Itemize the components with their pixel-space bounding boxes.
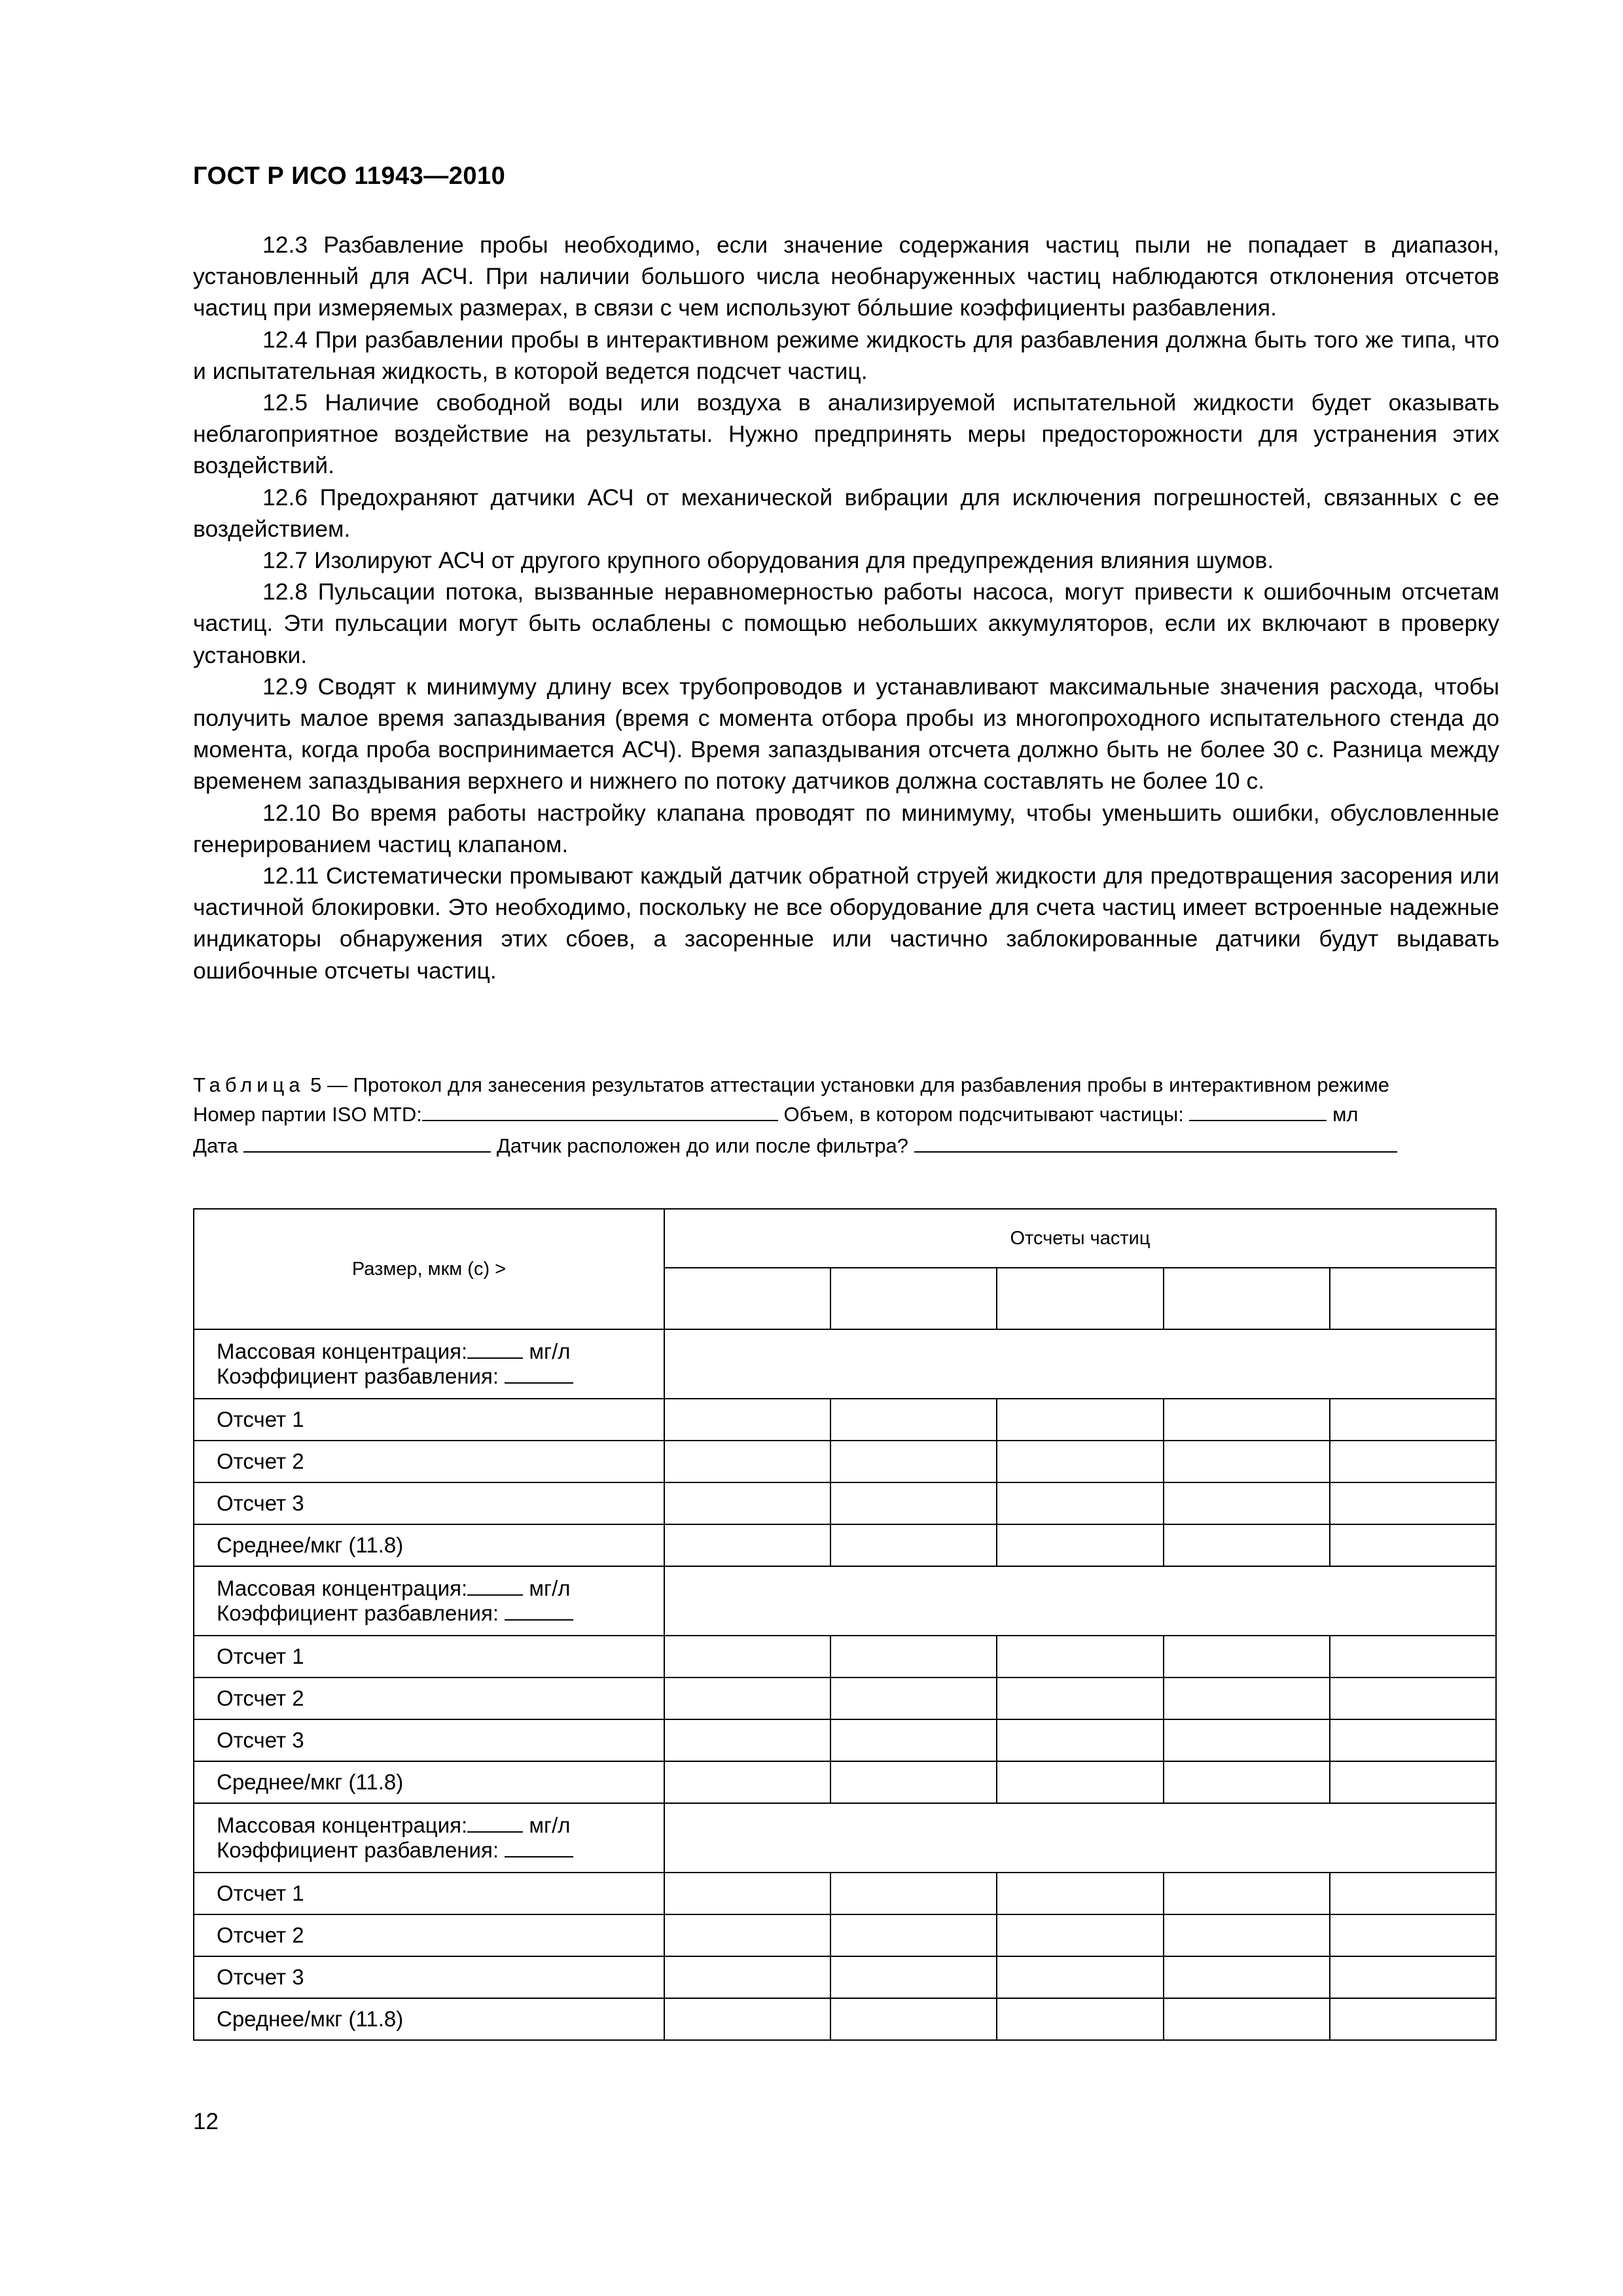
count-cell[interactable] [830,1998,997,2040]
count-cell[interactable] [997,1719,1163,1761]
table-row [194,1524,1496,1566]
count-cell[interactable] [830,1399,997,1441]
count-cell[interactable] [1330,1914,1496,1956]
paragraph-12-8: 12.8 Пульсации потока, вызванные неравномерностью работы насоса, могут привести к ошибочным отсчетам частиц. Эти пульсации могут быть ослаблены с помощью небольших аккумуляторов, если их включают в проверку установки. [193,579,1499,668]
row-label: Отсчет 3 [194,1956,664,1998]
row-label: Отсчет 3 [194,1719,664,1761]
size-cell[interactable] [1330,1268,1496,1329]
table-row [194,1956,1496,1998]
group-header-cell [194,1803,664,1873]
size-cell[interactable] [1164,1268,1330,1329]
body-text [193,229,1499,986]
count-cell[interactable] [830,1482,997,1524]
mass-unit: мг/л [529,1339,571,1363]
count-cell[interactable] [1330,1636,1496,1677]
count-cell[interactable] [1164,1956,1330,1998]
dilution-factor-field[interactable] [505,1602,573,1621]
count-cell[interactable] [1330,1677,1496,1719]
batch-number-field[interactable] [422,1100,778,1121]
count-cell[interactable] [997,1677,1163,1719]
volume-unit: мл [1332,1103,1359,1126]
size-header: Размер, мкм (c) > [351,1258,507,1280]
count-cell[interactable] [830,1914,997,1956]
row-label: Отсчет 1 [194,1873,664,1914]
document-header: ГОСТ Р ИСО 11943—2010 [193,162,506,190]
table-row [194,1677,1496,1719]
count-cell[interactable] [664,1399,830,1441]
mass-concentration-field[interactable] [467,1814,523,1833]
group-header-cell [194,1329,664,1399]
count-cell[interactable] [830,1677,997,1719]
paragraph-12-3: 12.3 Разбавление пробы необходимо, если значение содержания частиц пыли не попадает в диапазон, установленный для АСЧ. При наличии большого числа необнаруженных частиц наблюдаются отклонения отсчетов частиц при измеряемых размерах, в связи с чем используют бóльшие коэффициенты разбавления. [193,232,1499,321]
mass-concentration-label: Массовая концентрация: [217,1813,468,1837]
count-cell[interactable] [1330,1873,1496,1914]
count-cell[interactable] [664,1956,830,1998]
table-caption-prefix: Таблица [193,1073,305,1096]
count-cell[interactable] [997,1873,1163,1914]
count-cell[interactable] [997,1441,1163,1482]
table-row [194,1441,1496,1482]
sensor-position-label: Датчик расположен до или после фильтра? [496,1134,908,1157]
paragraph-12-9: 12.9 Сводят к минимуму длину всех трубопроводов и устанавливают максимальные значения расхода, чтобы получить малое время запаздывания (время с момента отбора пробы из многопроходного испытательного стенда до момента, когда проба воспринимается АСЧ). Время запаздывания отсчета должно быть не более 30 с. Разница между временем запаздывания верхнего и нижнего по потоку датчиков должна составлять не более 10 с. [193,673,1499,795]
count-cell[interactable] [830,1441,997,1482]
group-empty-cell [664,1803,1496,1873]
row-label: Среднее/мкг (11.8) [194,1998,664,2040]
dilution-factor-field[interactable] [505,1365,573,1384]
volume-field[interactable] [1189,1100,1327,1121]
particle-counts-header: Отсчеты частиц [664,1209,1496,1268]
count-cell[interactable] [1164,1914,1330,1956]
paragraph-12-10: 12.10 Во время работы настройку клапана проводят по минимуму, чтобы уменьшить ошибки, обусловленные генерированием частиц клапаном. [193,799,1499,857]
table-row [194,1914,1496,1956]
group-header-row [194,1803,1496,1873]
count-cell[interactable] [1164,1677,1330,1719]
table-row [194,1399,1496,1441]
table-caption [193,1071,1499,1162]
dilution-factor-label: Коэффициент разбавления: [217,1601,499,1625]
count-cell[interactable] [1330,1441,1496,1482]
count-cell[interactable] [1164,1524,1330,1566]
count-cell[interactable] [1330,1719,1496,1761]
count-cell[interactable] [997,1998,1163,2040]
count-cell[interactable] [997,1399,1163,1441]
group-header-cell [194,1566,664,1636]
page-number: 12 [193,2109,219,2134]
dilution-factor-field[interactable] [505,1839,573,1857]
table-row [194,1719,1496,1761]
count-cell[interactable] [830,1956,997,1998]
batch-number-label: Номер партии ISO MTD: [193,1103,422,1126]
count-cell[interactable] [664,1719,830,1761]
count-cell[interactable] [997,1761,1163,1803]
table-caption-text: 5 — Протокол для занесения результатов аттестации установки для разбавления пробы в интерактивном режиме [304,1073,1390,1096]
count-cell[interactable] [1330,1956,1496,1998]
table-row [194,1636,1496,1677]
paragraph-12-7: 12.7 Изолируют АСЧ от другого крупного оборудования для предупреждения влияния шумов. [262,547,1274,574]
count-cell[interactable] [997,1956,1163,1998]
count-cell[interactable] [1164,1636,1330,1677]
count-cell[interactable] [1164,1873,1330,1914]
row-label: Отсчет 2 [194,1441,664,1482]
mass-concentration-field[interactable] [467,1340,523,1359]
table-row [194,1482,1496,1524]
date-field[interactable] [243,1132,491,1153]
group-header-row [194,1329,1496,1399]
mass-concentration-label: Массовая концентрация: [217,1339,468,1363]
mass-concentration-field[interactable] [467,1577,523,1596]
count-cell[interactable] [664,1524,830,1566]
row-label: Отсчет 3 [194,1482,664,1524]
count-cell[interactable] [664,1636,830,1677]
dilution-factor-label: Коэффициент разбавления: [217,1364,499,1388]
row-label: Отсчет 1 [194,1399,664,1441]
count-cell[interactable] [830,1761,997,1803]
count-cell[interactable] [1330,1761,1496,1803]
row-label: Отсчет 1 [194,1636,664,1677]
batch-volume-line [193,1099,1499,1130]
count-cell[interactable] [1330,1998,1496,2040]
mass-unit: мг/л [529,1813,571,1837]
dilution-factor-label: Коэффициент разбавления: [217,1838,499,1862]
date-sensor-line [193,1130,1499,1162]
sensor-position-field[interactable] [914,1132,1397,1153]
count-cell[interactable] [830,1524,997,1566]
count-cell[interactable] [997,1524,1163,1566]
volume-label: Объем, в котором подсчитывают частицы: [783,1103,1184,1126]
count-cell[interactable] [997,1482,1163,1524]
count-cell[interactable] [1164,1482,1330,1524]
count-cell[interactable] [664,1482,830,1524]
paragraph-12-5: 12.5 Наличие свободной воды или воздуха в анализируемой испытательной жидкости будет оказывать неблагоприятное воздействие на результаты. Нужно предпринять меры предосторожности для устранения этих воздействий. [193,389,1499,479]
mass-concentration-label: Массовая концентрация: [217,1576,468,1600]
count-cell[interactable] [664,1873,830,1914]
date-label: Дата [193,1134,238,1157]
count-cell[interactable] [1330,1399,1496,1441]
paragraph-12-4: 12.4 При разбавлении пробы в интерактивном режиме жидкость для разбавления должна быть того же типа, что и испытательная жидкость, в которой ведется подсчет частиц. [193,326,1499,384]
table-row [194,1998,1496,2040]
group-empty-cell [664,1329,1496,1399]
protocol-table [193,1208,1497,2041]
count-cell[interactable] [1330,1482,1496,1524]
count-cell[interactable] [830,1719,997,1761]
count-cell[interactable] [664,1998,830,2040]
mass-unit: мг/л [529,1576,571,1600]
row-label: Среднее/мкг (11.8) [194,1524,664,1566]
count-cell[interactable] [1164,1998,1330,2040]
paragraph-12-6: 12.6 Предохраняют датчики АСЧ от механической вибрации для исключения погрешностей, связанных с ее воздействием. [193,484,1499,542]
row-label: Среднее/мкг (11.8) [194,1761,664,1803]
size-cell[interactable] [664,1268,830,1329]
group-empty-cell [664,1566,1496,1636]
count-cell[interactable] [1164,1441,1330,1482]
count-cell[interactable] [664,1761,830,1803]
count-cell[interactable] [664,1441,830,1482]
count-cell[interactable] [1164,1761,1330,1803]
size-cell[interactable] [830,1268,997,1329]
row-label: Отсчет 2 [194,1677,664,1719]
count-cell[interactable] [997,1914,1163,1956]
count-cell[interactable] [1164,1399,1330,1441]
count-cell[interactable] [997,1636,1163,1677]
count-cell[interactable] [664,1677,830,1719]
group-header-row [194,1566,1496,1636]
count-cell[interactable] [830,1636,997,1677]
count-cell[interactable] [830,1873,997,1914]
paragraph-12-11: 12.11 Систематически промывают каждый датчик обратной струей жидкости для предотвращения засорения или частичной блокировки. Это необходимо, поскольку не все оборудование для счета частиц имеет встроенные надежные индикаторы обнаружения этих сбоев, а засоренные или частично заблокированные датчики будут выдавать ошибочные отсчеты частиц. [193,863,1499,984]
size-cell[interactable] [997,1268,1163,1329]
size-header-cell [194,1209,664,1329]
count-cell[interactable] [664,1914,830,1956]
count-cell[interactable] [1164,1719,1330,1761]
row-label: Отсчет 2 [194,1914,664,1956]
table-row [194,1761,1496,1803]
table-row [194,1873,1496,1914]
count-cell[interactable] [1330,1524,1496,1566]
